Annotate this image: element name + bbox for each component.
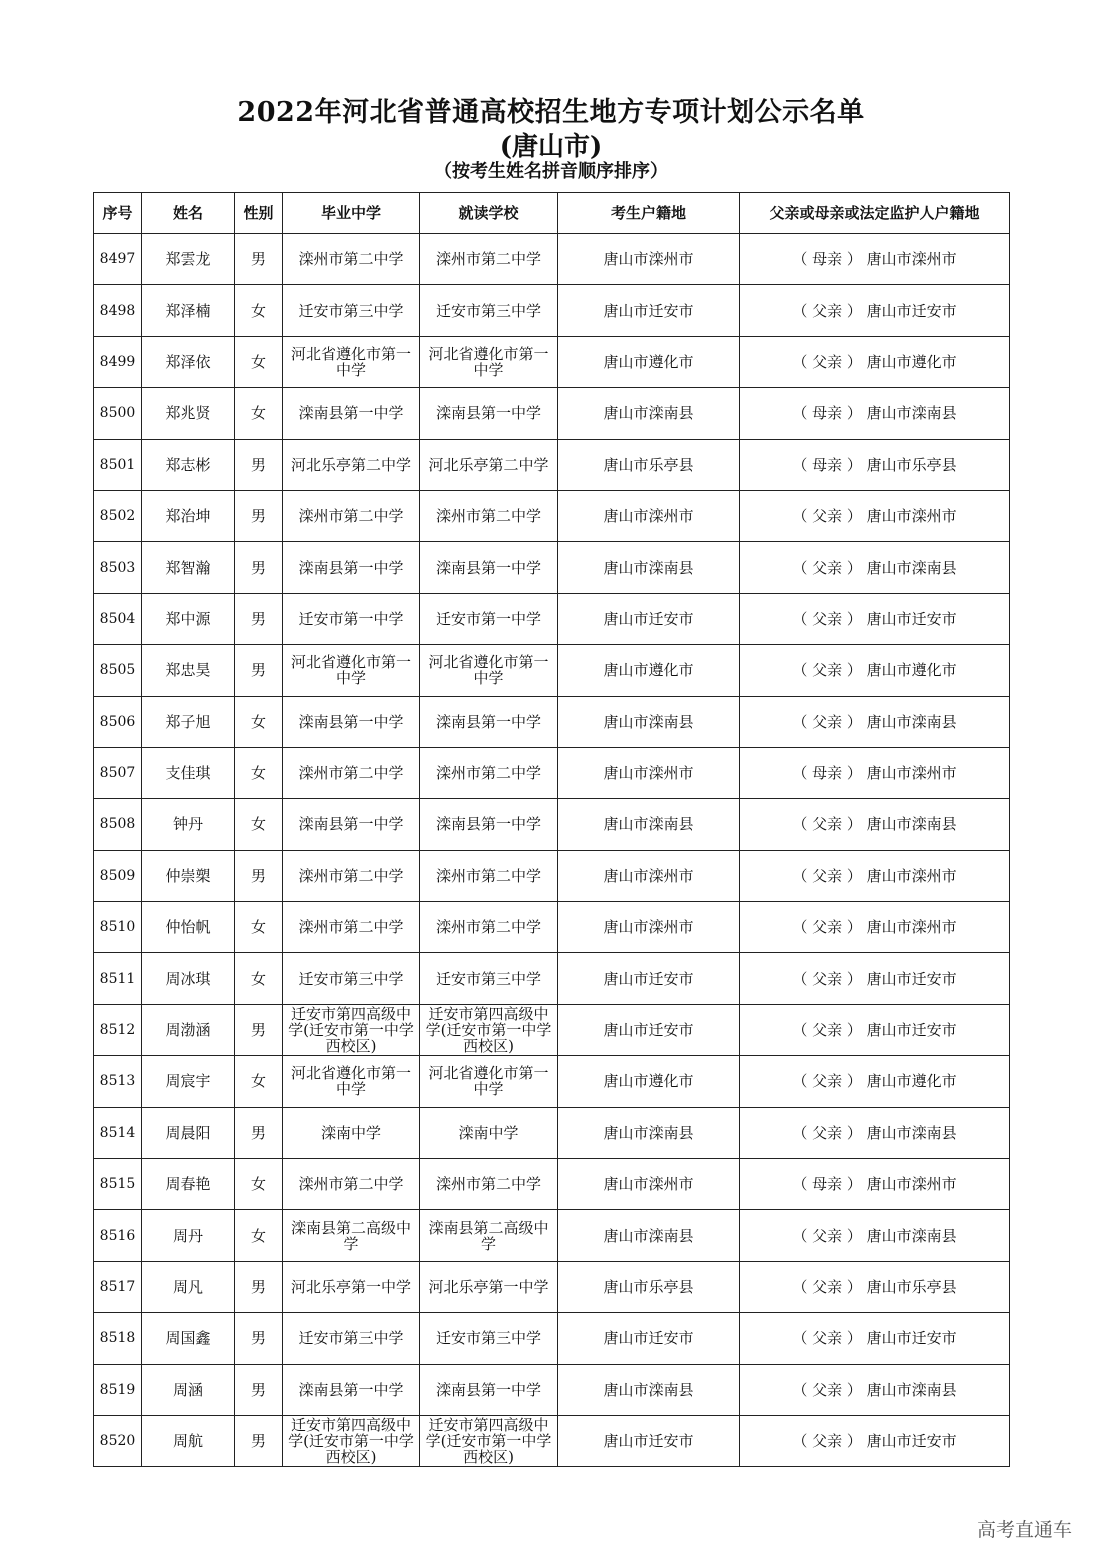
cell-no: 8502 bbox=[94, 490, 142, 541]
cell-name: 郑子旭 bbox=[142, 696, 235, 747]
cell-current-school: 迁安市第四高级中学(迁安市第一中学西校区) bbox=[420, 1415, 558, 1466]
cell-residence: 唐山市乐亭县 bbox=[558, 439, 740, 490]
cell-guardian: （ 母亲 ） 唐山市滦州市 bbox=[740, 1159, 1010, 1210]
cell-residence: 唐山市迁安市 bbox=[558, 1004, 740, 1055]
cell-no: 8514 bbox=[94, 1107, 142, 1158]
cell-residence: 唐山市滦州市 bbox=[558, 490, 740, 541]
cell-current-school: 河北省遵化市第一中学 bbox=[420, 336, 558, 387]
table-row bbox=[94, 388, 1010, 439]
cell-name: 仲怡帆 bbox=[142, 902, 235, 953]
cell-gender: 女 bbox=[235, 1056, 283, 1107]
cell-residence: 唐山市乐亭县 bbox=[558, 1261, 740, 1312]
cell-residence: 唐山市迁安市 bbox=[558, 285, 740, 336]
cell-name: 周涵 bbox=[142, 1364, 235, 1415]
cell-name: 周晨阳 bbox=[142, 1107, 235, 1158]
cell-grad-school: 滦南中学 bbox=[283, 1107, 420, 1158]
cell-gender: 男 bbox=[235, 1107, 283, 1158]
cell-guardian: （ 父亲 ） 唐山市遵化市 bbox=[740, 1056, 1010, 1107]
cell-no: 8508 bbox=[94, 799, 142, 850]
cell-grad-school: 迁安市第三中学 bbox=[283, 953, 420, 1004]
cell-grad-school: 滦南县第二高级中学 bbox=[283, 1210, 420, 1261]
cell-guardian: （ 父亲 ） 唐山市乐亭县 bbox=[740, 1261, 1010, 1312]
cell-current-school: 滦州市第二中学 bbox=[420, 747, 558, 798]
cell-no: 8501 bbox=[94, 439, 142, 490]
cell-grad-school: 河北省遵化市第一中学 bbox=[283, 336, 420, 387]
cell-guardian: （ 母亲 ） 唐山市滦州市 bbox=[740, 234, 1010, 285]
cell-grad-school: 滦州市第二中学 bbox=[283, 902, 420, 953]
cell-no: 8518 bbox=[94, 1313, 142, 1364]
cell-gender: 女 bbox=[235, 285, 283, 336]
cell-current-school: 滦南县第一中学 bbox=[420, 1364, 558, 1415]
table-row bbox=[94, 1261, 1010, 1312]
table-row bbox=[94, 336, 1010, 387]
table-body bbox=[94, 234, 1010, 1467]
cell-gender: 女 bbox=[235, 388, 283, 439]
cell-residence: 唐山市滦南县 bbox=[558, 696, 740, 747]
table-row bbox=[94, 1159, 1010, 1210]
cell-residence: 唐山市滦州市 bbox=[558, 902, 740, 953]
cell-name: 郑智瀚 bbox=[142, 542, 235, 593]
cell-current-school: 滦南县第一中学 bbox=[420, 542, 558, 593]
column-header-name: 姓名 bbox=[142, 193, 235, 234]
cell-residence: 唐山市迁安市 bbox=[558, 593, 740, 644]
cell-guardian: （ 父亲 ） 唐山市滦南县 bbox=[740, 1107, 1010, 1158]
cell-grad-school: 河北省遵化市第一中学 bbox=[283, 1056, 420, 1107]
cell-name: 周渤涵 bbox=[142, 1004, 235, 1055]
cell-grad-school: 滦南县第一中学 bbox=[283, 388, 420, 439]
cell-gender: 女 bbox=[235, 953, 283, 1004]
cell-no: 8507 bbox=[94, 747, 142, 798]
table-row bbox=[94, 1056, 1010, 1107]
cell-gender: 女 bbox=[235, 902, 283, 953]
cell-residence: 唐山市滦南县 bbox=[558, 542, 740, 593]
cell-gender: 男 bbox=[235, 439, 283, 490]
cell-guardian: （ 父亲 ） 唐山市滦州市 bbox=[740, 902, 1010, 953]
watermark-text: 高考直通车 bbox=[976, 1519, 1072, 1541]
cell-name: 郑泽依 bbox=[142, 336, 235, 387]
cell-no: 8517 bbox=[94, 1261, 142, 1312]
cell-gender: 男 bbox=[235, 1261, 283, 1312]
cell-gender: 男 bbox=[235, 1004, 283, 1055]
cell-guardian: （ 父亲 ） 唐山市遵化市 bbox=[740, 336, 1010, 387]
cell-residence: 唐山市滦州市 bbox=[558, 850, 740, 901]
cell-grad-school: 滦州市第二中学 bbox=[283, 1159, 420, 1210]
cell-grad-school: 河北乐亭第二中学 bbox=[283, 439, 420, 490]
cell-no: 8505 bbox=[94, 645, 142, 696]
table-row bbox=[94, 1004, 1010, 1055]
table-row bbox=[94, 850, 1010, 901]
cell-guardian: （ 父亲 ） 唐山市滦南县 bbox=[740, 1210, 1010, 1261]
cell-grad-school: 滦南县第一中学 bbox=[283, 1364, 420, 1415]
table-row bbox=[94, 1364, 1010, 1415]
cell-gender: 男 bbox=[235, 645, 283, 696]
cell-residence: 唐山市滦州市 bbox=[558, 1159, 740, 1210]
cell-guardian: （ 父亲 ） 唐山市迁安市 bbox=[740, 1004, 1010, 1055]
cell-grad-school: 迁安市第三中学 bbox=[283, 1313, 420, 1364]
cell-residence: 唐山市遵化市 bbox=[558, 645, 740, 696]
table-row bbox=[94, 593, 1010, 644]
cell-current-school: 滦州市第二中学 bbox=[420, 1159, 558, 1210]
document-sort-note: （按考生姓名拼音顺序排序） bbox=[434, 161, 668, 182]
table-row bbox=[94, 1210, 1010, 1261]
cell-gender: 男 bbox=[235, 490, 283, 541]
cell-current-school: 滦州市第二中学 bbox=[420, 902, 558, 953]
cell-current-school: 滦州市第二中学 bbox=[420, 234, 558, 285]
cell-gender: 女 bbox=[235, 799, 283, 850]
cell-no: 8497 bbox=[94, 234, 142, 285]
cell-no: 8504 bbox=[94, 593, 142, 644]
column-header-gender: 性别 bbox=[235, 193, 283, 234]
cell-name: 支佳琪 bbox=[142, 747, 235, 798]
cell-guardian: （ 父亲 ） 唐山市遵化市 bbox=[740, 645, 1010, 696]
cell-residence: 唐山市遵化市 bbox=[558, 1056, 740, 1107]
cell-residence: 唐山市滦南县 bbox=[558, 388, 740, 439]
cell-grad-school: 滦州市第二中学 bbox=[283, 747, 420, 798]
cell-current-school: 滦南县第一中学 bbox=[420, 799, 558, 850]
cell-name: 周国鑫 bbox=[142, 1313, 235, 1364]
document-subtitle-city: (唐山市) bbox=[499, 132, 603, 162]
cell-grad-school: 河北省遵化市第一中学 bbox=[283, 645, 420, 696]
cell-no: 8509 bbox=[94, 850, 142, 901]
cell-residence: 唐山市滦州市 bbox=[558, 747, 740, 798]
column-header-grad-school: 毕业中学 bbox=[283, 193, 420, 234]
cell-grad-school: 迁安市第三中学 bbox=[283, 285, 420, 336]
cell-no: 8499 bbox=[94, 336, 142, 387]
cell-no: 8515 bbox=[94, 1159, 142, 1210]
cell-name: 周宸宇 bbox=[142, 1056, 235, 1107]
cell-guardian: （ 父亲 ） 唐山市迁安市 bbox=[740, 953, 1010, 1004]
cell-current-school: 滦州市第二中学 bbox=[420, 850, 558, 901]
cell-guardian: （ 母亲 ） 唐山市滦州市 bbox=[740, 747, 1010, 798]
cell-name: 周凡 bbox=[142, 1261, 235, 1312]
cell-grad-school: 迁安市第四高级中学(迁安市第一中学西校区) bbox=[283, 1415, 420, 1466]
cell-no: 8498 bbox=[94, 285, 142, 336]
table-row bbox=[94, 542, 1010, 593]
cell-current-school: 河北乐亭第二中学 bbox=[420, 439, 558, 490]
cell-guardian: （ 父亲 ） 唐山市迁安市 bbox=[740, 285, 1010, 336]
cell-no: 8503 bbox=[94, 542, 142, 593]
cell-guardian: （ 父亲 ） 唐山市滦州市 bbox=[740, 490, 1010, 541]
cell-grad-school: 滦州市第二中学 bbox=[283, 850, 420, 901]
table-row bbox=[94, 645, 1010, 696]
table-row bbox=[94, 490, 1010, 541]
cell-gender: 女 bbox=[235, 747, 283, 798]
table-row bbox=[94, 1313, 1010, 1364]
cell-gender: 男 bbox=[235, 542, 283, 593]
cell-name: 仲崇槊 bbox=[142, 850, 235, 901]
cell-name: 郑泽楠 bbox=[142, 285, 235, 336]
cell-grad-school: 滦南县第一中学 bbox=[283, 799, 420, 850]
cell-name: 郑雲龙 bbox=[142, 234, 235, 285]
cell-current-school: 河北省遵化市第一中学 bbox=[420, 1056, 558, 1107]
cell-name: 郑志彬 bbox=[142, 439, 235, 490]
table-row bbox=[94, 234, 1010, 285]
document-title: 2022年河北省普通高校招生地方专项计划公示名单 bbox=[237, 97, 865, 128]
cell-current-school: 迁安市第三中学 bbox=[420, 1313, 558, 1364]
cell-residence: 唐山市滦南县 bbox=[558, 1364, 740, 1415]
cell-name: 郑兆贤 bbox=[142, 388, 235, 439]
cell-name: 郑中源 bbox=[142, 593, 235, 644]
column-header-guardian: 父亲或母亲或法定监护人户籍地 bbox=[740, 193, 1010, 234]
cell-residence: 唐山市迁安市 bbox=[558, 1415, 740, 1466]
cell-guardian: （ 父亲 ） 唐山市迁安市 bbox=[740, 1415, 1010, 1466]
cell-name: 郑治坤 bbox=[142, 490, 235, 541]
cell-name: 钟丹 bbox=[142, 799, 235, 850]
cell-residence: 唐山市滦南县 bbox=[558, 1210, 740, 1261]
cell-name: 郑忠昊 bbox=[142, 645, 235, 696]
cell-grad-school: 河北乐亭第一中学 bbox=[283, 1261, 420, 1312]
cell-grad-school: 迁安市第四高级中学(迁安市第一中学西校区) bbox=[283, 1004, 420, 1055]
cell-residence: 唐山市遵化市 bbox=[558, 336, 740, 387]
column-header-no: 序号 bbox=[94, 193, 142, 234]
cell-no: 8519 bbox=[94, 1364, 142, 1415]
cell-current-school: 迁安市第三中学 bbox=[420, 285, 558, 336]
cell-no: 8513 bbox=[94, 1056, 142, 1107]
cell-current-school: 滦州市第二中学 bbox=[420, 490, 558, 541]
cell-grad-school: 迁安市第一中学 bbox=[283, 593, 420, 644]
cell-name: 周冰琪 bbox=[142, 953, 235, 1004]
roster-table bbox=[93, 192, 1010, 1467]
cell-name: 周丹 bbox=[142, 1210, 235, 1261]
cell-grad-school: 滦南县第一中学 bbox=[283, 542, 420, 593]
table-row bbox=[94, 953, 1010, 1004]
cell-guardian: （ 父亲 ） 唐山市滦南县 bbox=[740, 1364, 1010, 1415]
cell-gender: 男 bbox=[235, 1415, 283, 1466]
table-row bbox=[94, 285, 1010, 336]
cell-current-school: 滦南县第一中学 bbox=[420, 388, 558, 439]
cell-residence: 唐山市滦南县 bbox=[558, 799, 740, 850]
table-row bbox=[94, 439, 1010, 490]
cell-no: 8511 bbox=[94, 953, 142, 1004]
cell-gender: 女 bbox=[235, 336, 283, 387]
cell-gender: 女 bbox=[235, 696, 283, 747]
cell-grad-school: 滦南县第一中学 bbox=[283, 696, 420, 747]
cell-gender: 男 bbox=[235, 850, 283, 901]
table-row bbox=[94, 747, 1010, 798]
cell-gender: 女 bbox=[235, 1159, 283, 1210]
cell-guardian: （ 父亲 ） 唐山市滦州市 bbox=[740, 850, 1010, 901]
cell-current-school: 滦南中学 bbox=[420, 1107, 558, 1158]
cell-guardian: （ 父亲 ） 唐山市滦南县 bbox=[740, 799, 1010, 850]
cell-residence: 唐山市滦州市 bbox=[558, 234, 740, 285]
cell-no: 8500 bbox=[94, 388, 142, 439]
cell-current-school: 河北乐亭第一中学 bbox=[420, 1261, 558, 1312]
cell-grad-school: 滦州市第二中学 bbox=[283, 234, 420, 285]
table-row bbox=[94, 1107, 1010, 1158]
cell-current-school: 迁安市第三中学 bbox=[420, 953, 558, 1004]
cell-gender: 男 bbox=[235, 593, 283, 644]
cell-name: 周春艳 bbox=[142, 1159, 235, 1210]
table-row bbox=[94, 1415, 1010, 1466]
cell-residence: 唐山市迁安市 bbox=[558, 953, 740, 1004]
cell-no: 8510 bbox=[94, 902, 142, 953]
cell-grad-school: 滦州市第二中学 bbox=[283, 490, 420, 541]
cell-gender: 男 bbox=[235, 1364, 283, 1415]
cell-guardian: （ 母亲 ） 唐山市乐亭县 bbox=[740, 439, 1010, 490]
cell-no: 8520 bbox=[94, 1415, 142, 1466]
cell-guardian: （ 父亲 ） 唐山市滦南县 bbox=[740, 542, 1010, 593]
table-row bbox=[94, 902, 1010, 953]
cell-residence: 唐山市迁安市 bbox=[558, 1313, 740, 1364]
cell-guardian: （ 父亲 ） 唐山市迁安市 bbox=[740, 593, 1010, 644]
table-row bbox=[94, 799, 1010, 850]
cell-no: 8506 bbox=[94, 696, 142, 747]
cell-guardian: （ 母亲 ） 唐山市滦南县 bbox=[740, 388, 1010, 439]
cell-no: 8512 bbox=[94, 1004, 142, 1055]
column-header-current-school: 就读学校 bbox=[420, 193, 558, 234]
table-header-row bbox=[94, 193, 1010, 234]
cell-no: 8516 bbox=[94, 1210, 142, 1261]
cell-residence: 唐山市滦南县 bbox=[558, 1107, 740, 1158]
cell-current-school: 迁安市第四高级中学(迁安市第一中学西校区) bbox=[420, 1004, 558, 1055]
cell-gender: 男 bbox=[235, 234, 283, 285]
table-row bbox=[94, 696, 1010, 747]
cell-current-school: 迁安市第一中学 bbox=[420, 593, 558, 644]
column-header-residence: 考生户籍地 bbox=[558, 193, 740, 234]
cell-guardian: （ 父亲 ） 唐山市滦南县 bbox=[740, 696, 1010, 747]
cell-name: 周航 bbox=[142, 1415, 235, 1466]
cell-current-school: 滦南县第二高级中学 bbox=[420, 1210, 558, 1261]
cell-guardian: （ 父亲 ） 唐山市迁安市 bbox=[740, 1313, 1010, 1364]
cell-current-school: 滦南县第一中学 bbox=[420, 696, 558, 747]
cell-current-school: 河北省遵化市第一中学 bbox=[420, 645, 558, 696]
cell-gender: 女 bbox=[235, 1210, 283, 1261]
cell-gender: 男 bbox=[235, 1313, 283, 1364]
